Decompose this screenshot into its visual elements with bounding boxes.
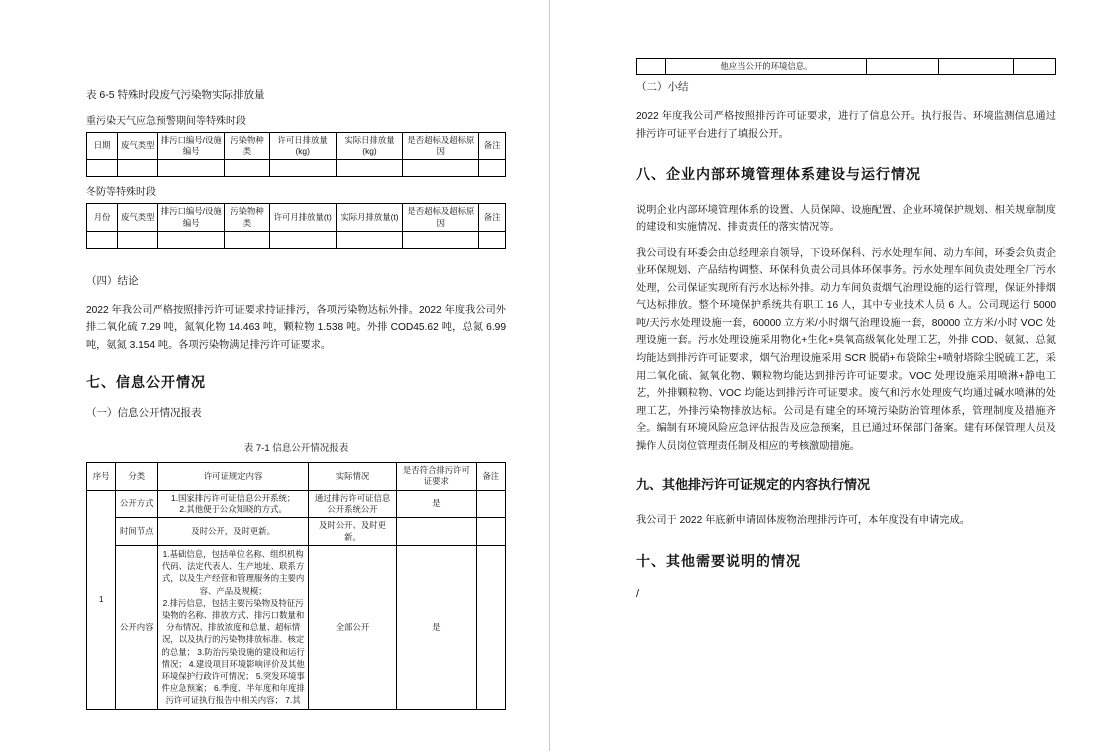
- th-permit-monthly: 许可月排放量(t): [269, 204, 336, 232]
- th-outlet-code: 排污口编号/设施编号: [158, 204, 225, 232]
- conclusion-text: 2022 年我公司严格按照排污许可证要求持证排污，各项污染物达标外排。2022 年度我公司外排二氧化硫 7.29 吨，氮氧化物 14.463 吨，颗粒物 1.538 吨。外排 COD45.62 吨，总氮 6.99 吨，氨氮 3.154 吨。各项污染物满足排污许可证要求。: [86, 304, 506, 352]
- section-9-text: 我公司于 2022 年底新申请固体废物治理排污许可，本年度没有申请完成。: [636, 515, 970, 527]
- th-category: 分类: [116, 463, 158, 491]
- cell-empty: [479, 232, 506, 249]
- cell-conform: 是: [397, 490, 477, 518]
- cell-empty: [403, 160, 479, 177]
- table-row: [87, 132, 506, 160]
- th-remark: 备注: [479, 132, 506, 160]
- th-remark: 备注: [476, 463, 505, 491]
- th-month: 月份: [87, 204, 118, 232]
- table-6-5-section-label-2: 冬防等特殊时段: [86, 187, 156, 199]
- cell-actual: 及时公开、及时更新。: [309, 518, 397, 546]
- th-date: 日期: [87, 132, 118, 160]
- cell-empty: [336, 160, 403, 177]
- conclusion-heading: （四）结论: [86, 275, 139, 288]
- th-permit-daily: 许可日排放量(kg): [269, 132, 336, 160]
- th-requirement: 许可证规定内容: [158, 463, 309, 491]
- cell-category: 公开内容: [116, 546, 158, 709]
- table-row: [87, 490, 506, 518]
- th-conform: 是否符合排污许可证要求: [397, 463, 477, 491]
- cell-empty: [87, 232, 118, 249]
- th-exceed: 是否超标及超标原因: [403, 132, 479, 160]
- section-10-text: /: [636, 588, 640, 601]
- table-row: [87, 518, 506, 546]
- cell-empty: [403, 232, 479, 249]
- th-remark: 备注: [479, 204, 506, 232]
- table-7-1-caption: 表 7-1 信息公开情况报表: [243, 442, 349, 454]
- cell-empty: [938, 59, 1013, 75]
- th-exceed: 是否超标及超标原因: [403, 204, 479, 232]
- section-7-sub-2: （二）小结: [636, 81, 689, 94]
- section-8-text-2: 我公司设有环委会由总经理亲自领导，下设环保科、污水处理车间、动力车间，环委会负责企业环保规划、产品结构调整、环保科负责公司具体环保事务。污水处理车间负责处理全厂污水处理，公司保证实现所有污水达标外排。动力车间负责烟气治理设施的运行管理，保证外排烟气达标排放。整个环境保护系统共有职工 16 人，其中专业技术人员 6 人。公司现运行 5000 吨/天污水处理设施一套，60000 立方米/小时烟气治理设施一套，80000 立方米/小时 VOC 处理设施一套。污水处理设施采用物化+生化+臭氧高级氧化处理工艺，外排 COD、氨氮、总氮均能达到排污许可证要求，烟气治理设施采用 SCR 脱硝+布袋除尘+喷射塔除尘脱硫工艺，采用二氧化硫、氮氧化物、颗粒物均能达到排污许可证要求。VOC 处理设施采用喷淋+静电工艺，外排颗粒物、VOC 均能达到排污许可证要求。废气和污水处理废气均通过碱水喷淋的处理工艺，外排污染物排放达标。公司是有建全的环境污染防治管理体系，管理制度及措施齐全。编制有环境风险应急评估报告及应急预案，且已通过环保部门备案。建有环保管理人员及操作人员岗位管理责任制及相应的考核激励措施。: [636, 247, 1056, 452]
- cell-empty: [637, 59, 666, 75]
- table-row: [87, 463, 506, 491]
- cell-conform: 是: [397, 546, 477, 709]
- table-6-5-caption: 表 6-5 特殊时段废气污染物实际排放量: [86, 89, 265, 101]
- th-gas-type: 废气类型: [118, 204, 158, 232]
- cell-remark: [476, 546, 505, 709]
- table-row: [87, 204, 506, 232]
- section-9-heading: 九、其他排污许可证规定的内容执行情况: [636, 477, 871, 493]
- cell-empty: [118, 160, 158, 177]
- cell-index: 1: [87, 490, 116, 709]
- cell-empty: [269, 160, 336, 177]
- cell-empty: [158, 160, 225, 177]
- cell-empty: [867, 59, 938, 75]
- table-row: [87, 232, 506, 249]
- table-7-1-disclosure: [86, 462, 506, 710]
- section-7-heading: 七、信息公开情况: [86, 373, 206, 390]
- cell-empty: [87, 160, 118, 177]
- right-page: [550, 0, 1100, 751]
- cell-actual: 全部公开: [309, 546, 397, 709]
- table-7-1-continued: [636, 58, 1056, 75]
- cell-remark: [476, 490, 505, 518]
- th-pollutant: 污染物种类: [225, 132, 270, 160]
- th-outlet-code: 排污口编号/设施编号: [158, 132, 225, 160]
- cell-empty: [225, 232, 270, 249]
- cell-remark: [476, 518, 505, 546]
- th-index: 序号: [87, 463, 116, 491]
- cell-category: 时间节点: [116, 518, 158, 546]
- table-6-5-special-daily: [86, 132, 506, 178]
- table-6-5-special-monthly: [86, 203, 506, 249]
- cell-requirement: 1.基础信息，包括单位名称、组织机构代码、法定代表人、生产地址、联系方式，以及生产经营和管理服务的主要内容、产品及规模； 2.排污信息，包括主要污染物及特征污染物的名称、排放方式、排污口数量和分布情况、排放浓度和总量、超标情况，以及执行的污染物排放标准、核定的总量； 3.防治污染设施的建设和运行情况； 4.建设项目环境影响评价及其他环境保护行政许可情况； 5.突发环境事件应急预案； 6.季度、半年度和年度排污许可证执行报告中相关内容； 7.其: [158, 546, 309, 709]
- cell-empty: [1014, 59, 1056, 75]
- cell-actual: 通过排污许可证信息公开系统公开: [309, 490, 397, 518]
- table-row: [87, 160, 506, 177]
- cell-requirement: 1.国家排污许可证信息公开系统； 2.其他便于公众知晓的方式。: [158, 490, 309, 518]
- cell-empty: [118, 232, 158, 249]
- section-8-heading: 八、企业内部环境管理体系建设与运行情况: [636, 166, 921, 183]
- cell-empty: [269, 232, 336, 249]
- cell-empty: [336, 232, 403, 249]
- section-10-heading: 十、其他需要说明的情况: [636, 552, 801, 569]
- cell-empty: [225, 160, 270, 177]
- th-actual: 实际情况: [309, 463, 397, 491]
- th-actual-monthly: 实际月排放量(t): [336, 204, 403, 232]
- cell-requirement: 及时公开，及时更新。: [158, 518, 309, 546]
- table-row: [637, 59, 1056, 75]
- cell-empty: [479, 160, 506, 177]
- section-7-sub-1: （一）信息公开情况报表: [86, 406, 202, 419]
- th-actual-daily: 实际日排放量(kg): [336, 132, 403, 160]
- cell-requirement-cont: 他应当公开的环境信息。: [666, 59, 867, 75]
- cell-category: 公开方式: [116, 490, 158, 518]
- cell-empty: [158, 232, 225, 249]
- cell-conform: [397, 518, 477, 546]
- th-pollutant: 污染物种类: [225, 204, 270, 232]
- section-8-text-1: 说明企业内部环境管理体系的设置、人员保障、设施配置、企业环境保护规划、相关规章制度的建设和实施情况、排责责任的落实情况等。: [636, 204, 1056, 234]
- table-row: [87, 546, 506, 709]
- section-7-sub-2-text: 2022 年度我公司严格按照排污许可证要求，进行了信息公开。执行报告、环境监测信息通过排污许可证平台进行了填报公开。: [636, 111, 1056, 140]
- table-6-5-section-label-1: 重污染天气应急预警期间等特殊时段: [86, 115, 246, 127]
- th-gas-type: 废气类型: [118, 132, 158, 160]
